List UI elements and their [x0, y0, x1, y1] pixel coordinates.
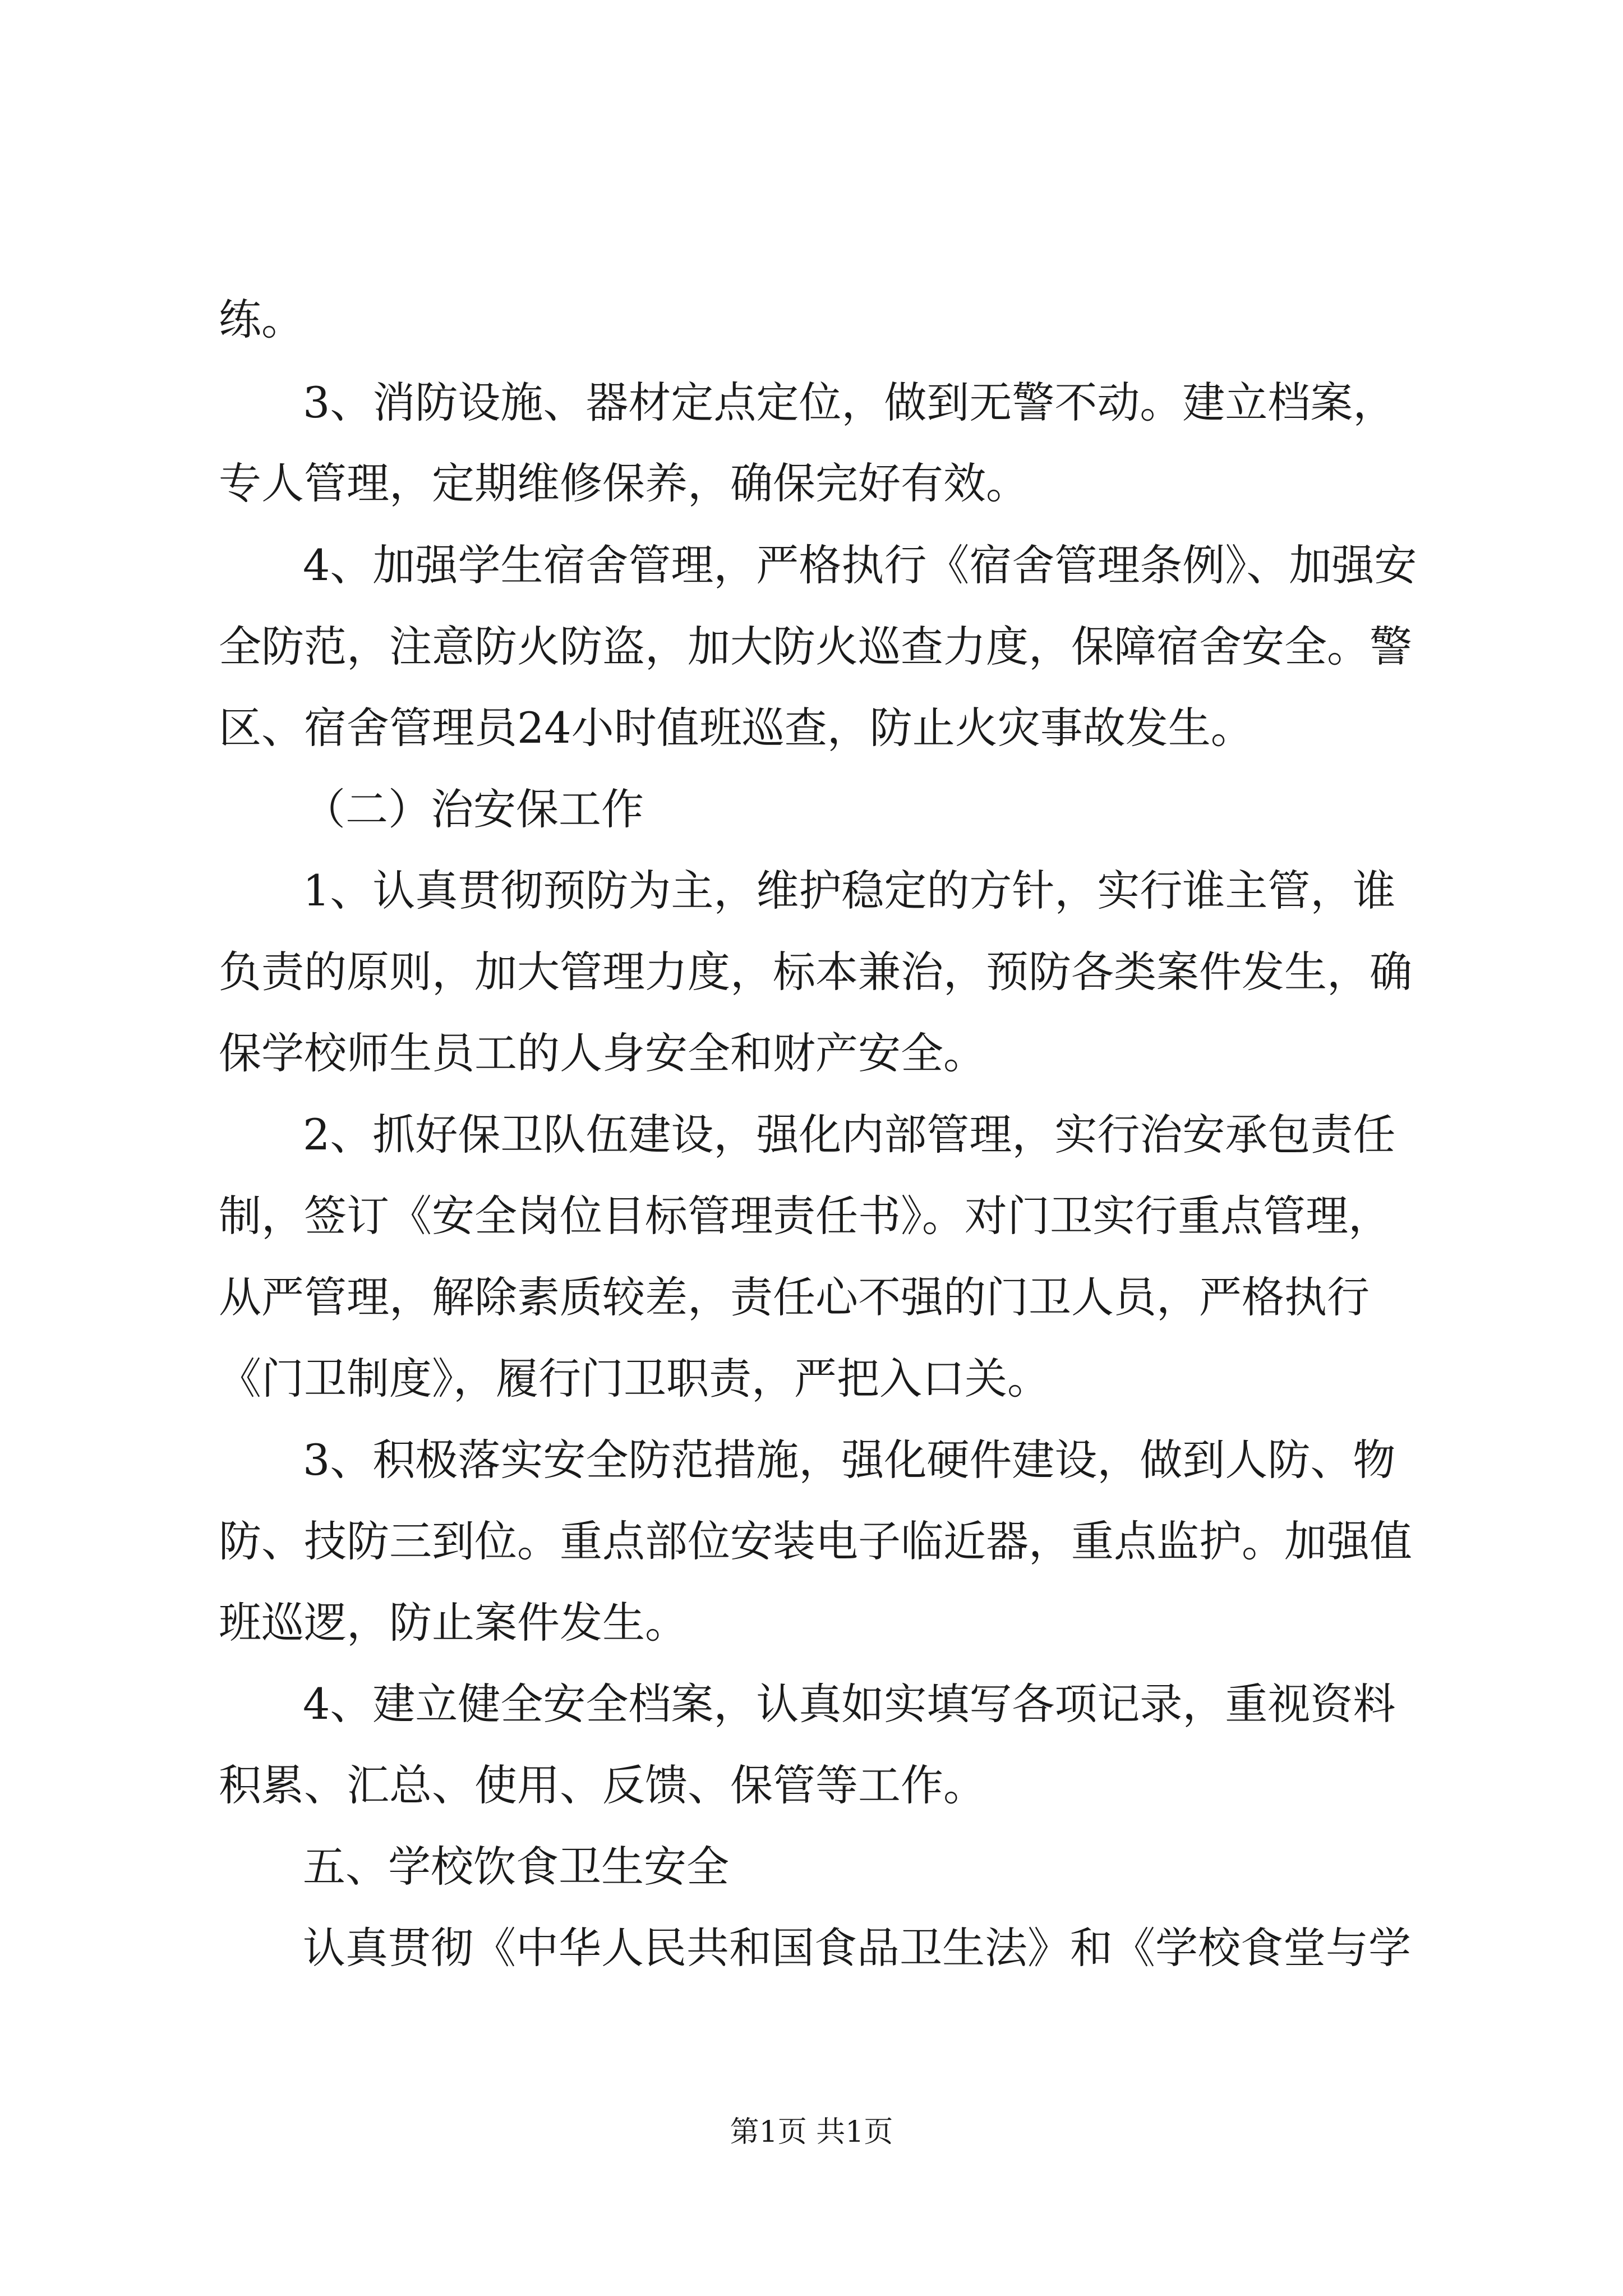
text-line-1: 练。 [219, 295, 304, 344]
text-line-11: 2、抓好保卫队伍建设，强化内部管理，实行治安承包责任 [303, 1110, 1396, 1159]
section-heading-food-safety: 五、学校饮食卫生安全 [303, 1842, 729, 1892]
text-line-10: 保学校师生员工的人身安全和财产安全。 [219, 1028, 986, 1078]
page-footer: 第1页 共1页 [730, 2115, 893, 2149]
text-line-5: 全防范，注意防火防盗，加大防火巡查力度，保障宿舍安全。警 [219, 622, 1412, 671]
text-line-15: 3、积极落实安全防范措施，强化硬件建设，做到人防、物 [303, 1435, 1396, 1485]
text-line-6: 区、宿舍管理员24小时值班巡查，防止火灾事故发生。 [219, 703, 1253, 753]
text-line-9: 负责的原则，加大管理力度，标本兼治，预防各类案件发生，确 [219, 947, 1412, 997]
text-line-21: 认真贯彻《中华人民共和国食品卫生法》和《学校食堂与学 [303, 1923, 1411, 1973]
text-line-19: 积累、汇总、使用、反馈、保管等工作。 [219, 1760, 986, 1810]
text-line-4: 4、加强学生宿舍管理，严格执行《宿舍管理条例》、加强安 [303, 540, 1417, 590]
text-line-2: 3、消防设施、器材定点定位，做到无警不动。建立档案， [303, 378, 1396, 427]
text-line-12: 制，签订《安全岗位目标管理责任书》。对门卫实行重点管理， [219, 1191, 1391, 1241]
text-line-13: 从严管理，解除素质较差，责任心不强的门卫人员，严格执行 [219, 1272, 1370, 1322]
text-line-18: 4、建立健全安全档案，认真如实填写各项记录，重视资料 [303, 1679, 1396, 1729]
text-line-3: 专人管理，定期维修保养，确保完好有效。 [219, 458, 1029, 508]
section-heading-public-security: （二）治安保工作 [303, 784, 644, 834]
text-line-8: 1、认真贯彻预防为主，维护稳定的方针，实行谁主管，谁 [303, 866, 1396, 915]
text-line-16: 防、技防三到位。重点部位安装电子临近器，重点监护。加强值 [219, 1516, 1412, 1566]
text-line-17: 班巡逻，防止案件发生。 [219, 1598, 688, 1648]
text-line-14: 《门卫制度》，履行门卫职责，严把入口关。 [219, 1354, 1050, 1404]
